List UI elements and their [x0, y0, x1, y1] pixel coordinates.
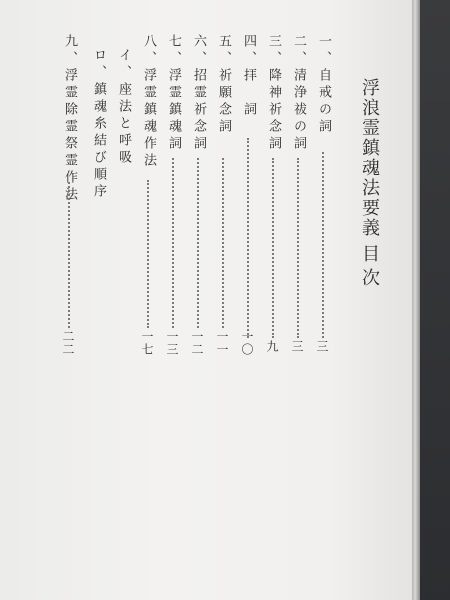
toc-entry: [214, 34, 232, 600]
toc-entry: [164, 34, 182, 600]
toc-entry-page: 一七: [140, 330, 154, 356]
toc-entry-label: 二、清浄祓の詞: [291, 34, 306, 153]
toc-entry-label: 五、祈願念詞: [216, 34, 231, 136]
toc-entry-label: 四、拝 詞: [241, 34, 256, 119]
toc-subentry-label: イ、座法と呼吸: [116, 48, 131, 167]
toc-entry-page: 三: [315, 340, 329, 353]
toc-entry-label: 六、招霊祈念詞: [191, 34, 206, 153]
leader-dots: [272, 158, 274, 338]
toc-entry-page: 一三: [165, 330, 179, 356]
page-edge: [412, 0, 420, 600]
toc-entry-page: 二二: [61, 330, 75, 356]
toc-entry: [289, 34, 307, 600]
toc-entry-page: 一〇: [240, 330, 254, 356]
toc-entry: [189, 34, 207, 600]
toc-heading: 目次: [359, 244, 380, 292]
toc-entry-label: 七、浮霊鎮魂詞: [166, 34, 181, 153]
toc-entry-page: 九: [265, 340, 279, 353]
leader-dots: [197, 158, 199, 328]
toc-entry-page: 三: [290, 340, 304, 353]
toc-entry-label: 一、自戒の詞: [316, 34, 331, 136]
leader-dots: [297, 158, 299, 338]
toc-subentry: [114, 48, 132, 248]
toc-title: 浮浪霊鎮魂法要義: [359, 78, 380, 238]
toc-entry-label: 三、降神祈念詞: [266, 34, 281, 153]
leader-dots: [247, 138, 249, 338]
toc-entry-page: 一一: [215, 330, 229, 356]
toc-entry: [264, 34, 282, 600]
toc-entry-label: 八、浮霊鎮魂作法: [141, 34, 156, 170]
toc-entry: [139, 34, 157, 600]
toc-entry: [60, 34, 78, 600]
leader-dots: [322, 152, 324, 338]
leader-dots: [172, 158, 174, 328]
leader-dots: [222, 158, 224, 328]
toc-entry: [314, 34, 332, 600]
toc-entry-label: 九、浮霊除霊祭霊作法: [62, 34, 77, 204]
toc-entry: [239, 34, 257, 600]
toc-subentry-label: ロ、鎮魂糸結び順序: [91, 48, 106, 201]
toc-entry-page: 一二: [190, 330, 204, 356]
leader-dots: [68, 182, 70, 328]
leader-dots: [147, 180, 149, 328]
toc-subentry: [89, 48, 107, 248]
